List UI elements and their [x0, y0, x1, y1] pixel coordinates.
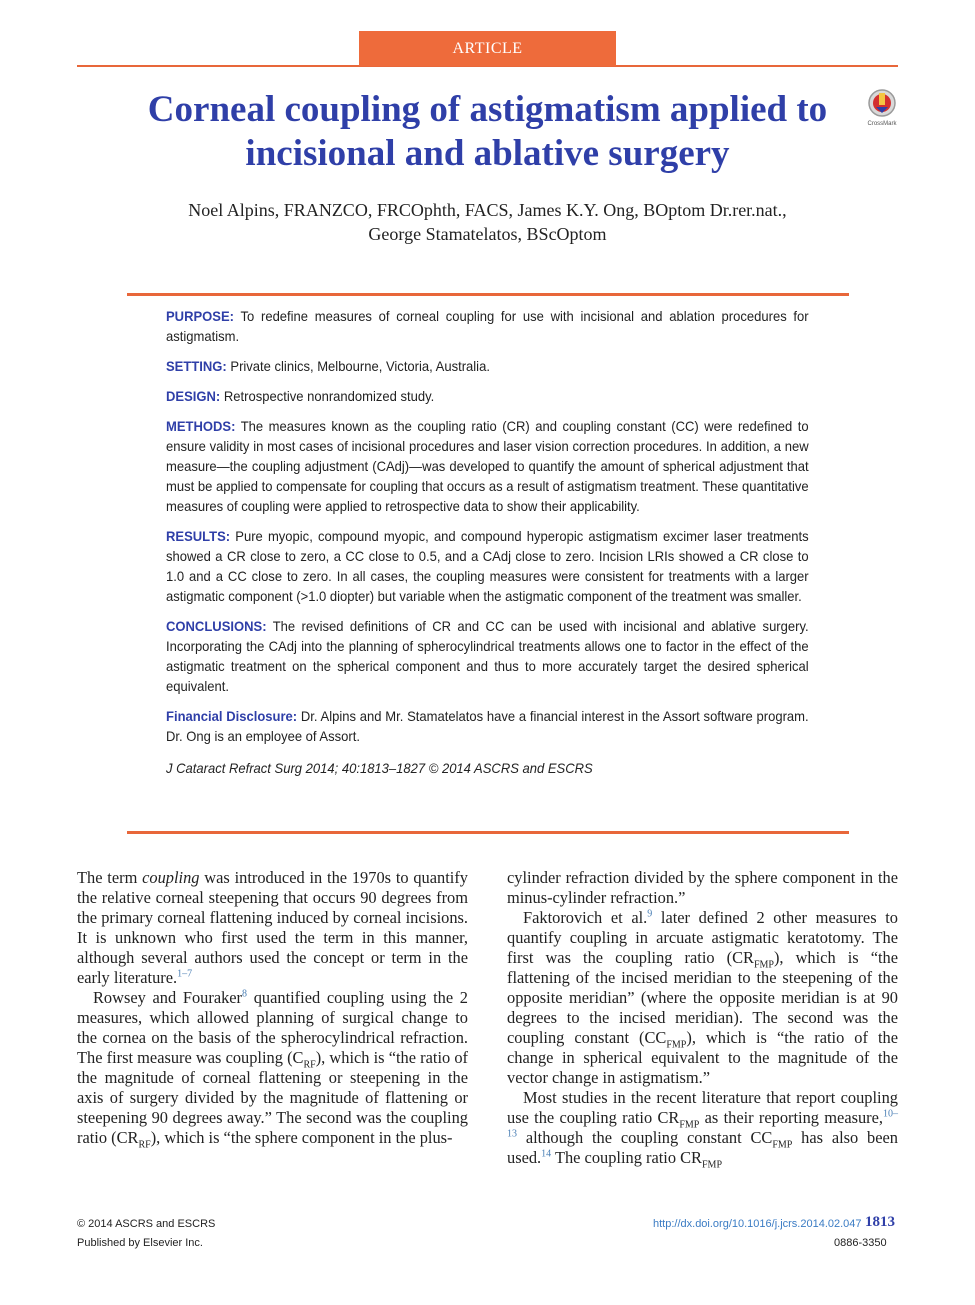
abstract-setting: [166, 356, 809, 376]
crossmark-label: CrossMark: [867, 121, 897, 127]
reference-link[interactable]: 14: [541, 1148, 552, 1160]
setting-text: Private clinics, Melbourne, Victoria, Australia.: [226, 358, 490, 374]
conclusions-text: The revised definitions of CR and CC can be used with incisional and ablative surgery. Incorporating the CAdj into the planning of spherocylindrical treatments allows one to factor in the effect of the astigmatic treatment on the spherical component and thus to more accurately target the desired spherical equivalent.: [166, 618, 809, 694]
paragraph: Most studies in the recent literature that report coupling use the coupling ratio $CR_{FMP}$ as their reporting measure,$^{10-13}$ although the coupling constant $CC_{FMP}$ has also been used.$^{14}$ The coupling ratio $CR_{FMP}$: [507, 1088, 898, 1171]
results-text: Pure myopic, compound myopic, and compound hyperopic astigmatism excimer laser treatments showed a CR close to zero, a CC close to 0.5, and a CAdj close to zero. Incision LRIs showed a CR close to 1.0 and a CC close to zero. In all cases, the coupling measures were consistent for treatments with a larger astigmatic component (>1.0 diopter) but variable when the astigmatic component of the treatment was smaller.: [166, 528, 809, 604]
abstract-design: [166, 386, 809, 406]
disclosure-label: Financial Disclosure:: [166, 708, 298, 724]
setting-label: SETTING:: [166, 358, 227, 374]
authors-line-2: George Stamatelatos, BScOptom: [368, 224, 607, 244]
abstract-methods: [166, 416, 809, 516]
methods-text: The measures known as the coupling ratio (CR) and coupling constant (CC) were redefined to ensure validity in most cases of incisional procedures and laser vision correction procedures. In addition, a new measure—the coupling adjustment (CAdj)—was developed to quantify the amount of spherical adjustment that must be applied to compensate for coupling that occurs as a result of astigmatism treatment. These quantitative measures of coupling were applied to retrospective data to show their applicability.: [166, 418, 809, 514]
article-title: Corneal coupling of astigmatism applied to incisional and ablative surgery: [147, 89, 828, 174]
results-label: RESULTS:: [166, 528, 231, 544]
journal-citation: J Cataract Refract Surg 2014; 40:1813–1827 © 2014 ASCRS and ESCRS: [166, 760, 593, 776]
abstract-conclusions: [166, 616, 809, 696]
design-text: Retrospective nonrandomized study.: [220, 388, 435, 404]
footer-copyright: © 2014 ASCRS and ESCRS: [77, 1218, 216, 1230]
author-list: [120, 198, 855, 246]
conclusions-label: CONCLUSIONS:: [166, 618, 267, 634]
paragraph: Rowsey and Fouraker$^8$ quantified coupling using the 2 measures, which allowed planning of surgical change to the cornea on the basis of the spherocylindrical refraction. The first measure was coupling $(C_{RF})$, which is “the ratio of the magnitude of corneal flattening or steepening in the axis of surgery divided by the magnitude of flattening or steepening 90 degrees away.” The second was the coupling ratio $(CR_{RF})$, which is “the sphere component in the plus-: [77, 988, 469, 1151]
issn: 0886-3350: [834, 1237, 887, 1249]
article-section-tab: ARTICLE: [359, 31, 616, 66]
authors-line-1: Noel Alpins, FRANZCO, FRCOphth, FACS, James K.Y. Ong, BOptom Dr.rer.nat.,: [188, 200, 787, 220]
page-number: 1813: [865, 1214, 895, 1230]
design-label: DESIGN:: [166, 388, 221, 404]
purpose-text: To redefine measures of corneal coupling for use with incisional and ablation procedures for astigmatism.: [166, 308, 809, 344]
abstract-top-rule: [127, 293, 849, 296]
footer-publisher: Published by Elsevier Inc.: [77, 1237, 203, 1249]
abstract: [166, 306, 809, 788]
body-column-left: [77, 868, 469, 1151]
reference-link[interactable]: 9: [647, 908, 653, 920]
purpose-label: PURPOSE:: [166, 308, 235, 324]
crossmark-icon[interactable]: [864, 88, 900, 128]
disclosure-text: Dr. Alpins and Mr. Stamatelatos have a financial interest in the Assort software program. Dr. Ong is an employee of Assort.: [166, 708, 809, 744]
reference-link[interactable]: 1–7: [177, 968, 193, 980]
abstract-results: [166, 526, 809, 606]
paragraph: Faktorovich et al.$^9$ later defined 2 other measures to quantify coupling in arcuate astigmatic keratotomy. The first was the coupling ratio $(CR_{FMP})$, which is “the flattening of the incised meridian to the steepening of the opposite meridian” (where the opposite meridian is at 90 degrees to the incised meridian). The second was the coupling constant $(CC_{FMP})$, which is “the ratio of the change in spherical equivalent to the magnitude of the vector change in astigmatism.”: [507, 908, 898, 1087]
paragraph: The term coupling was introduced in the 1970s to quantify the relative corneal steepening that occurs 90 degrees from the primary corneal flattening induced by corneal incisions. It is unknown who first used the term in this manner, although several authors used the concept or term in the early literature.$^{1-7}$: [77, 868, 468, 987]
reference-link[interactable]: 10–13: [507, 1108, 898, 1140]
reference-link[interactable]: 8: [242, 988, 248, 1000]
emphasis-coupling: coupling: [142, 868, 200, 887]
doi-link[interactable]: http://dx.doi.org/10.1016/j.jcrs.2014.02.047: [653, 1218, 862, 1230]
methods-label: METHODS:: [166, 418, 236, 434]
body-column-right: [507, 868, 898, 1171]
paragraph: cylinder refraction divided by the sphere component in the minus-cylinder refraction.”: [507, 868, 898, 907]
abstract-bottom-rule: [127, 831, 849, 834]
abstract-purpose: [166, 306, 809, 346]
abstract-disclosure: [166, 706, 809, 746]
